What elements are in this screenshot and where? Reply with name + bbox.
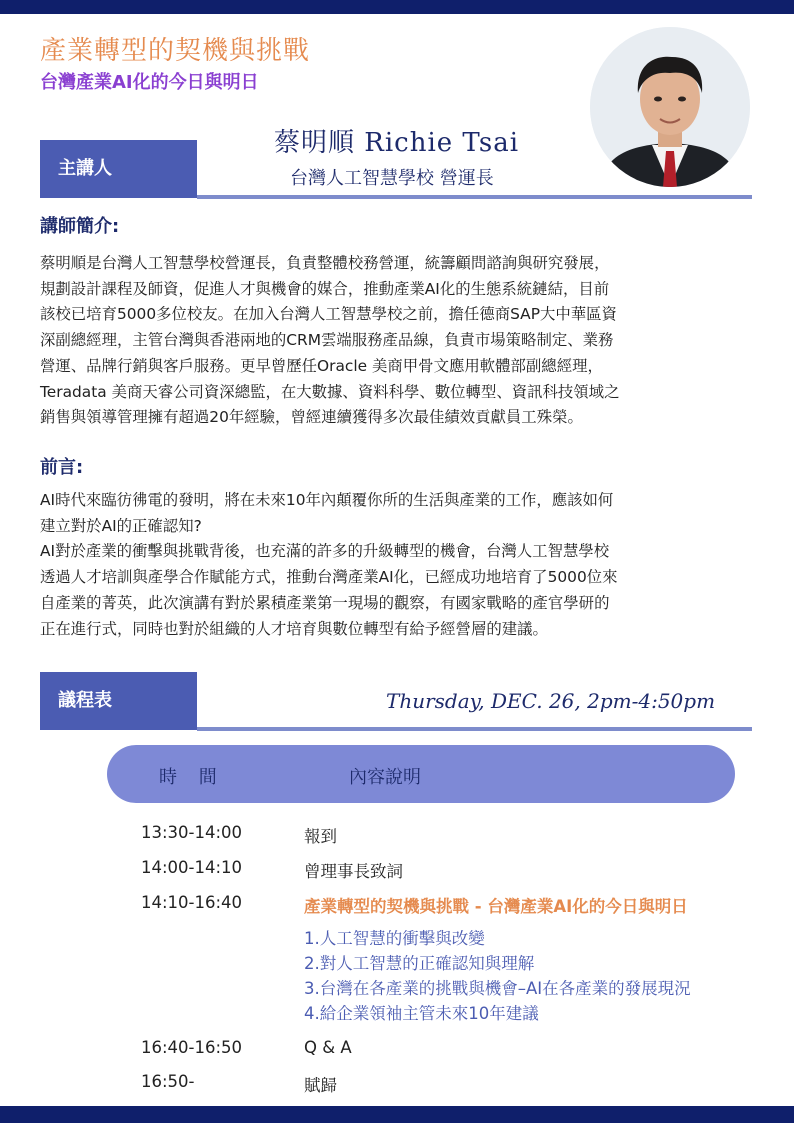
bio-line: 深副總經理，主管台灣與香港兩地的CRM雲端服務產品線，負責市場策略制定、業務	[40, 331, 614, 350]
bio-paragraph	[40, 251, 752, 431]
bio-line: 該校已培育5000多位校友。在加入台灣人工智慧學校之前，擔任德商SAP大中華區資	[40, 305, 617, 324]
agenda-item: Q & A	[304, 1038, 352, 1057]
bio-heading: 講師簡介:	[40, 216, 120, 237]
bio-line: Teradata 美商天睿公司資深總監，在大數據、資料科學、數位轉型、資訊科技領域之	[40, 382, 620, 401]
speaker-role: 台灣人工智慧學校 營運長	[290, 168, 494, 189]
bio-line: 規劃設計課程及師資，促進人才與機會的媒合，推動產業AI化的生態系統鏈結，目前	[40, 279, 610, 298]
agenda-time: 14:10-16:40	[141, 893, 243, 912]
bottom-border-bar	[0, 1106, 794, 1123]
speaker-section-tab: 主講人	[40, 140, 197, 198]
intro-paragraph	[40, 488, 752, 642]
topic-item: 1.人工智慧的衝擊與改變	[304, 929, 485, 948]
intro-line: 正在進行式，同時也對於組織的人才培育與數位轉型有給予經營層的建議。	[40, 619, 548, 638]
top-border-bar	[0, 0, 794, 14]
intro-heading: 前言:	[40, 457, 84, 478]
agenda-session-title: 產業轉型的契機與挑戰 - 台灣產業AI化的今日與明日	[304, 897, 688, 916]
intro-line: 透過人才培訓與產學合作賦能方式，推動台灣產業AI化，已經成功地培育了5000位來	[40, 568, 618, 587]
agenda-time: 16:40-16:50	[141, 1038, 243, 1057]
topic-item: 4.給企業領袖主管未來10年建議	[304, 1004, 539, 1023]
speaker-name: 蔡明順 Richie Tsai	[274, 128, 520, 158]
intro-line: 自產業的菁英，此次演講有對於累積產業第一現場的觀察，有國家戰略的產官學研的	[40, 593, 610, 612]
bio-line: 銷售與領導管理擁有超過20年經驗，曾經連續獲得多次最佳績效貢獻員工殊榮。	[40, 408, 583, 427]
bio-line: 營運、品牌行銷與客戶服務。更早曾歷任Oracle 美商甲骨文應用軟體部副總經理，	[40, 356, 603, 375]
intro-line: AI對於產業的衝擊與挑戰背後，也充滿的許多的升級轉型的機會，台灣人工智慧學校	[40, 542, 610, 561]
speaker-photo	[590, 27, 750, 187]
agenda-section-tab: 議程表	[40, 672, 197, 730]
agenda-time: 14:00-14:10	[141, 858, 243, 877]
bio-line: 蔡明順是台灣人工智慧學校營運長，負責整體校務營運，統籌顧問諮詢與研究發展，	[40, 254, 610, 272]
header-time-label: 時 間	[159, 767, 225, 788]
page-title: 產業轉型的契機與挑戰	[40, 36, 311, 66]
intro-line: AI時代來臨彷彿電的發明，將在未來10年內顛覆你所的生活與產業的工作，應該如何	[40, 491, 614, 509]
topic-item: 3.台灣在各產業的挑戰與機會–AI在各產業的發展現況	[304, 979, 691, 998]
agenda-item: 賦歸	[304, 1076, 337, 1095]
agenda-date: Thursday, DEC. 26, 2pm-4:50pm	[386, 689, 716, 713]
intro-line: 建立對於AI的正確認知?	[40, 516, 202, 535]
agenda-time: 13:30-14:00	[141, 823, 243, 842]
agenda-item: 曾理事長致詞	[304, 862, 403, 881]
speaker-portrait-illustration	[590, 27, 750, 187]
agenda-divider	[197, 727, 752, 731]
agenda-table-header	[107, 745, 735, 803]
header-content-label: 內容說明	[349, 767, 421, 788]
page-subtitle: 台灣產業AI化的今日與明日	[40, 72, 259, 93]
agenda-item: 報到	[304, 827, 337, 846]
topic-item: 2.對人工智慧的正確認知與理解	[304, 954, 535, 973]
agenda-time: 16:50-	[141, 1072, 195, 1091]
agenda-topic-list	[304, 926, 691, 1026]
speaker-divider	[197, 195, 752, 199]
